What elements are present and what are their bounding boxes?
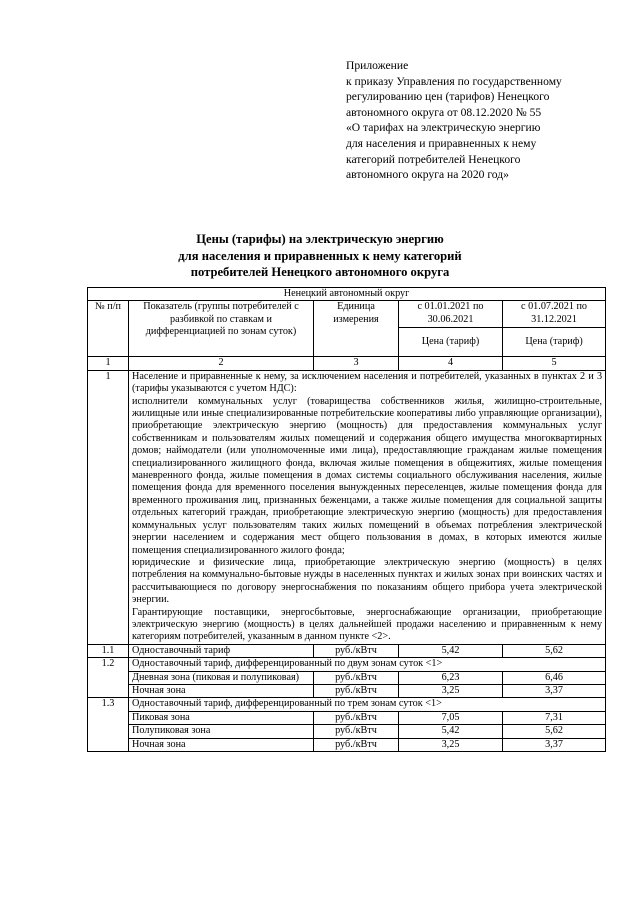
appendix-line: автономного округа на 2020 год» <box>346 168 509 182</box>
colnum: 2 <box>129 357 314 370</box>
document-title <box>120 231 520 281</box>
appendix-header <box>346 58 616 183</box>
row-num: 1.1 <box>88 644 129 657</box>
title-line: потребителей Ненецкого автономного округа <box>190 265 450 279</box>
row-unit: руб./кВтч <box>314 644 399 657</box>
row-label: Полупиковая зона <box>129 725 314 738</box>
appendix-line: автономного округа от 08.12.2020 № 55 <box>346 105 542 119</box>
table-row <box>88 671 606 684</box>
row-unit: руб./кВтч <box>314 725 399 738</box>
region-cell: Ненецкий автономный округ <box>88 288 606 301</box>
table-row <box>88 711 606 724</box>
row-price1: 6,23 <box>399 671 503 684</box>
title-line: для населения и приравненных к нему категорий <box>178 248 462 263</box>
row-price2: 6,46 <box>503 671 606 684</box>
colnum: 3 <box>314 357 399 370</box>
row-unit: руб./кВтч <box>314 738 399 751</box>
appendix-line: категорий потребителей Ненецкого <box>346 152 521 166</box>
header-period1: с 01.01.2021 по 30.06.2021 <box>399 301 503 328</box>
row-unit: руб./кВтч <box>314 711 399 724</box>
row-price2: 5,62 <box>503 725 606 738</box>
description-paragraph: юридические и физические лица, приобретающие электрическую энергию (мощность) в целях потребления на коммунально-бытовые нужды в населенных пунктах и жилых зонах при воинских частях и рассчитывающиеся по договору энергоснабжения по показаниям общего прибора учета электрической энергии. <box>132 556 603 606</box>
table-row <box>88 725 606 738</box>
table-row <box>88 644 606 657</box>
section-label: Одноставочный тариф, дифференцированный по трем зонам суток <1> <box>129 698 606 711</box>
row-price1: 5,42 <box>399 644 503 657</box>
section-1-2-row <box>88 658 606 671</box>
row-price1: 5,42 <box>399 725 503 738</box>
appendix-line: регулированию цен (тарифов) Ненецкого <box>346 90 550 104</box>
column-number-row <box>88 357 606 370</box>
table-row <box>88 684 606 697</box>
row-price2: 7,31 <box>503 711 606 724</box>
description-paragraph: Гарантирующие поставщики, энергосбытовые, энергоснабжающие организации, приобретающие электрическую энергию (мощность) в целях дальнейшей продажи населению и приравненным к нему категориям потребителей, указанным в данном пункте <2>. <box>132 606 603 643</box>
title-line: Цены (тарифы) на электрическую энергию <box>196 232 444 246</box>
appendix-line: Приложение <box>346 59 409 72</box>
appendix-line: для населения и приравненных к нему <box>346 136 537 150</box>
row-label: Ночная зона <box>129 684 314 697</box>
row-price1: 3,25 <box>399 684 503 697</box>
row-price1: 7,05 <box>399 711 503 724</box>
header-period2: с 01.07.2021 по 31.12.2021 <box>503 301 606 328</box>
row-price2: 5,62 <box>503 644 606 657</box>
row-num: 1.3 <box>88 698 129 752</box>
header-price1: Цена (тариф) <box>399 328 503 357</box>
appendix-line: «О тарифах на электрическую энергию <box>346 121 541 135</box>
colnum: 4 <box>399 357 503 370</box>
row-label: Ночная зона <box>129 738 314 751</box>
row-unit: руб./кВтч <box>314 684 399 697</box>
region-row <box>88 288 606 301</box>
colnum: 5 <box>503 357 606 370</box>
table-row <box>88 738 606 751</box>
section-1-row <box>88 370 606 644</box>
description-paragraph: Население и приравненные к нему, за исключением населения и потребителей, указанных в пунктах 2 и 3 (тарифы указываются с учетом НДС): <box>132 370 603 395</box>
row-num: 1.2 <box>88 658 129 698</box>
header-num: № п/п <box>88 301 129 357</box>
header-price2: Цена (тариф) <box>503 328 606 357</box>
row-label: Пиковая зона <box>129 711 314 724</box>
row-unit: руб./кВтч <box>314 671 399 684</box>
row-price2: 3,37 <box>503 738 606 751</box>
section-1-3-row <box>88 698 606 711</box>
row-price2: 3,37 <box>503 684 606 697</box>
section-1-description <box>129 370 606 644</box>
header-indicator: Показатель (группы потребителей с разбивкой по ставкам и дифференциацией по зонам суток) <box>129 301 314 357</box>
colnum: 1 <box>88 357 129 370</box>
header-unit: Единица измерения <box>314 301 399 357</box>
section-label: Одноставочный тариф, дифференцированный по двум зонам суток <1> <box>129 658 606 671</box>
description-paragraph: исполнители коммунальных услуг (товарищества собственников жилья, жилищно-строительные, жилищные или иные специализированные потребительские кооперативы либо управляющие организации), приобретающие электрическую энергию (мощность) для предоставления коммунальных услуг собственникам и пользователям жилых помещений и содержания общего имущества многоквартирных домов; наймодатели (или уполномоченные ими лица), предоставляющие гражданам жилые помещения специализированного жилищного фонда, включая жилые помещения в общежитиях, жилые помещения маневренного фонда, жилые помещения в домах системы социального обслуживания населения, жилые помещения фонда для временного поселения вынужденных переселенцев, жилые помещения фонда для временного проживания лиц, признанных беженцами, а также жилые помещения для социальной защиты отдельных категорий граждан, приобретающие электрическую энергию (мощность) для предоставления коммунальных услуг пользователям таких жилых помещений в объемах потребления электрической энергии населением и содержания мест общего пользования в домах, в которых имеются жилые помещения специализированного жилого фонда; <box>132 395 603 556</box>
tariff-table <box>87 287 606 752</box>
row-price1: 3,25 <box>399 738 503 751</box>
appendix-line: к приказу Управления по государственному <box>346 74 562 88</box>
row-label: Дневная зона (пиковая и полупиковая) <box>129 671 314 684</box>
row-label: Одноставочный тариф <box>129 644 314 657</box>
header-row <box>88 301 606 328</box>
section-1-num: 1 <box>88 370 129 644</box>
